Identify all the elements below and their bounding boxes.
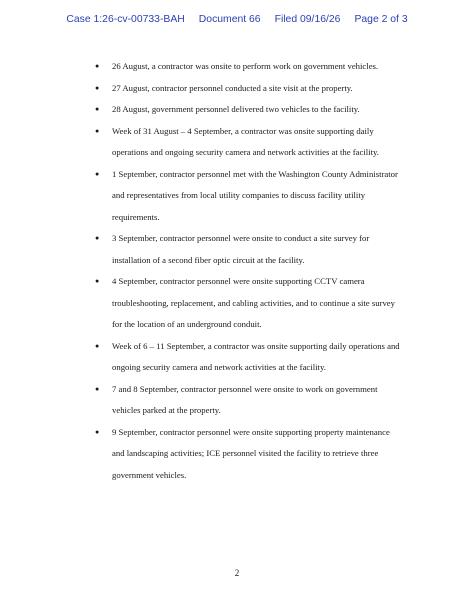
bullet-icon: ● [95,62,100,70]
list-item-text: 27 August, contractor personnel conducted a site visit at the property. [112,82,353,93]
list-item [0,99,474,121]
bullet-icon: ● [95,277,100,285]
bullet-icon: ● [95,341,100,350]
case-number: Case 1:26-cv-00733-BAH [66,14,185,25]
list-item-text: 26 August, a contractor was onsite to perform work on government vehicles. [112,61,379,71]
list-item-text: 3 September, contractor personnel were onsite to conduct a site survey for installation of a second fiber optic circuit at the facility. [112,233,370,265]
bullet-icon: ● [95,234,100,242]
list-item [0,379,474,422]
list-item-text: 28 August, government personnel delivered two vehicles to the facility. [112,104,360,114]
filed-date: Filed 09/16/26 [274,14,341,25]
list-item-text: 1 September, contractor personnel met with the Washington County Administrator and representatives from local utility companies to discuss facility utility requirements. [112,168,398,222]
list-item-text: 4 September, contractor personnel were onsite supporting CCTV camera troubleshooting, replacement, and cabling activities, and to continue a site survey for the location of an underground conduit. [112,276,395,329]
list-item [0,422,474,487]
list-item [0,78,474,100]
list-item [0,121,474,164]
list-item-text: 9 September, contractor personnel were onsite supporting property maintenance and landscaping activities; ICE personnel visited the facility to retrieve three government vehicles. [112,426,390,480]
list-item-text: 7 and 8 September, contractor personnel were onsite to work on government vehicles parked at the property. [112,383,378,415]
bullet-icon: ● [95,427,100,436]
document-number: Document 66 [198,14,261,25]
bullet-list [0,56,474,486]
list-item-text: Week of 31 August – 4 September, a contractor was onsite supporting daily operations and ongoing security camera and network activities at the facility. [112,125,379,157]
list-item-text: Week of 6 – 11 September, a contractor was onsite supporting daily operations and ongoing security camera and network activities at the facility. [112,340,400,372]
page-indicator: Page 2 of 3 [354,14,408,25]
list-item [0,336,474,379]
bullet-icon: ● [95,384,100,393]
bullet-icon: ● [95,126,100,135]
list-item [0,56,474,78]
case-header [0,14,474,25]
bullet-icon: ● [95,169,100,178]
list-item [0,228,474,271]
page-number: 2 [234,568,240,578]
bullet-icon: ● [95,83,100,92]
bullet-icon: ● [95,105,100,113]
list-item [0,271,474,336]
list-item [0,164,474,229]
